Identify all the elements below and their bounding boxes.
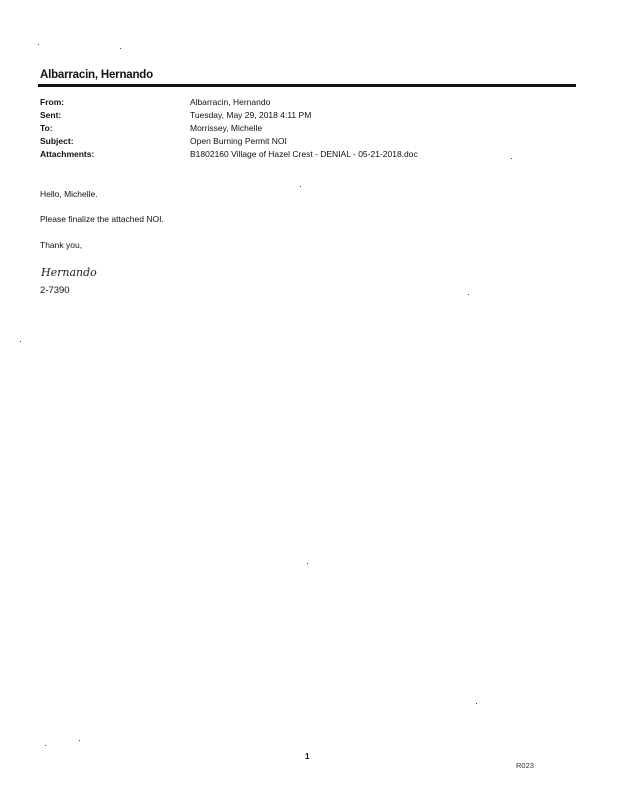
sent-value: Tuesday, May 29, 2018 4:11 PM [190,110,312,120]
scan-speck [79,740,80,741]
greeting-text: Hello, Michelle. [40,189,98,199]
scan-speck [20,341,21,342]
attachment-file-name: B1802160 Village of Hazel Crest - DENIAL - 05-21-2018.doc [190,149,418,159]
from-label: From: [40,97,65,107]
scan-speck [476,703,477,704]
scan-speck [300,186,301,187]
subject-row [40,136,287,146]
to-label: To: [40,123,53,133]
sender-heading: Albarracin, Hernando [40,69,153,81]
from-value: Albarracin, Hernando [190,97,271,107]
sent-row [40,110,311,120]
bates-number: R023 [516,761,534,770]
from-row [40,97,270,107]
attachments-row [40,149,418,159]
scan-speck [120,48,121,49]
subject-label: Subject: [40,136,74,146]
subject-value: Open Burning Permit NOI [190,136,287,146]
scan-speck [45,745,46,746]
handwritten-signature: Hernando [41,266,97,279]
to-row [40,123,262,133]
attachments-label: Attachments: [40,149,95,159]
page-number: 1 [305,752,310,761]
header-divider [38,84,576,87]
closing-text: Thank you, [40,240,83,250]
sent-label: Sent: [40,110,62,120]
scan-speck [468,294,469,295]
to-value: Morrissey, Michelle [190,123,263,133]
phone-extension: 2-7390 [40,285,70,296]
scan-speck [38,44,39,45]
message-text: Please finalize the attached NOI. [40,214,164,224]
scan-speck [307,563,308,564]
scan-speck [511,158,512,159]
